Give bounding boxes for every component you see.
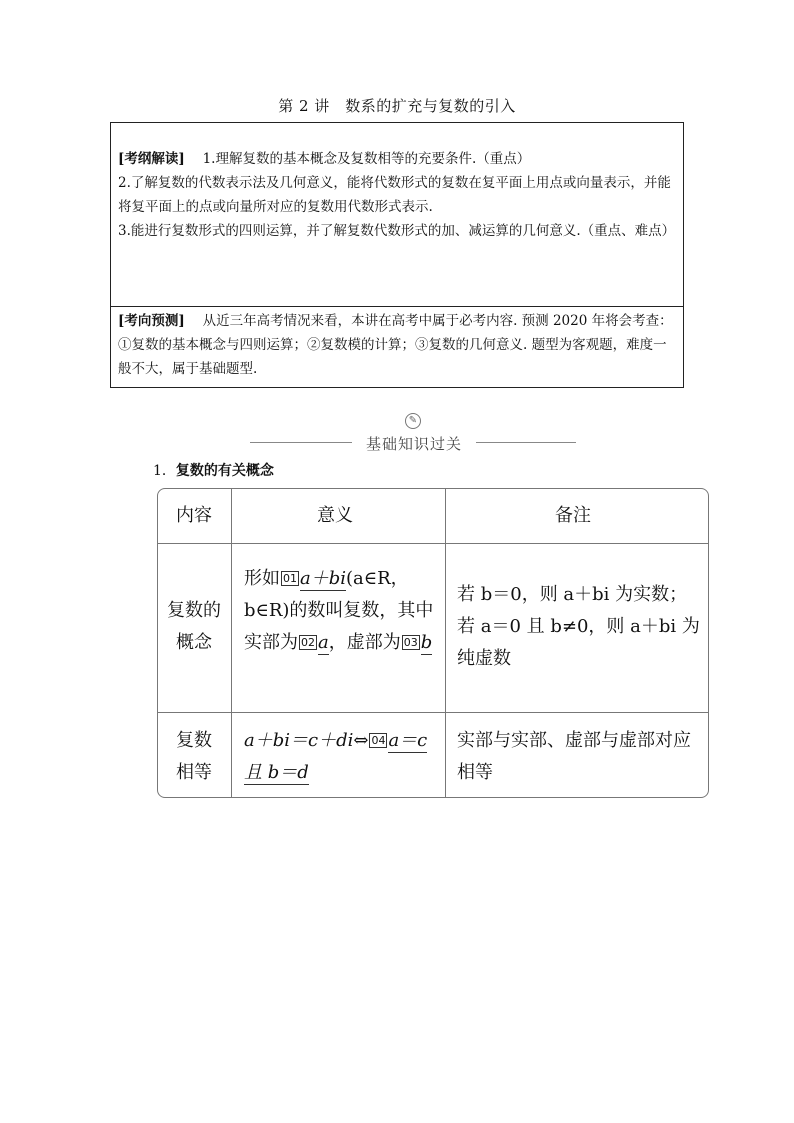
outline-line-1 bbox=[118, 147, 676, 171]
table-row-1-note: 若 b＝0，则 a＋bi 为实数；若 a＝0 且 b≠0，则 a＋bi 为纯虚数 bbox=[457, 584, 700, 669]
table-row-2-meaning: a＋bi＝c＋di⇔ 04 a＝c 且 b＝d bbox=[244, 730, 428, 783]
section-banner bbox=[250, 410, 576, 453]
outline-item-3: 3.能进行复数形式的四则运算，并了解复数代数形式的加、减运算的几何意义.（重点、难点） bbox=[118, 223, 676, 239]
answer-blank: a bbox=[318, 632, 329, 653]
table-rule bbox=[157, 712, 709, 713]
header-note: 备注 bbox=[555, 505, 591, 526]
section-heading bbox=[153, 460, 274, 480]
outline-item-2: 2.了解复数的代数表示法及几何意义，能将代数形式的复数在复平面上用点或向量表示，并能将复平面上的点或向量所对应的复数用代数形式表示. bbox=[118, 175, 671, 215]
table-row-2-note: 实部与实部、虚部与虚部对应相等 bbox=[457, 730, 691, 783]
answer-blank: a＝c 且 b＝d bbox=[244, 730, 428, 783]
banner-label: 基础知识过关 bbox=[365, 435, 462, 453]
page-title: 第 2 讲 数系的扩充与复数的引入 bbox=[278, 97, 516, 115]
table-row-1-name: 复数的 概念 bbox=[167, 600, 221, 653]
table-row-2-name: 复数 相等 bbox=[176, 730, 212, 783]
table-rule bbox=[157, 543, 709, 544]
blank-number: 03 bbox=[403, 636, 418, 649]
outline-tag: [考纲解读] bbox=[118, 151, 185, 167]
blank-number: 04 bbox=[371, 734, 386, 747]
banner-rule-left bbox=[250, 442, 352, 443]
forecast-text: 从近三年高考情况来看，本讲在高考中属于必考内容. 预测 2020 年将会考查：①复数的基本概念与四则运算；②复数模的计算；③复数的几何意义. 题型为客观题，难度一般不大，属于基础题型. bbox=[118, 313, 673, 377]
box-divider bbox=[111, 306, 683, 307]
table-row-1-meaning: 形如 01 a＋bi(a∈R，b∈R)的数叫复数，其中实部为 02 a，虚部为 03 b bbox=[244, 568, 434, 653]
answer-blank: b bbox=[420, 632, 433, 653]
blank-number: 02 bbox=[301, 636, 315, 649]
section-number: 1． bbox=[153, 463, 176, 479]
forecast-section bbox=[118, 309, 676, 381]
concept-table bbox=[157, 488, 709, 800]
blank-number: 01 bbox=[283, 572, 297, 585]
forecast-tag: [考向预测] bbox=[118, 313, 185, 329]
quill-circle-icon: ✎ bbox=[405, 413, 421, 429]
outline-item-1: 1.理解复数的基本概念及复数相等的充要条件.（重点） bbox=[202, 151, 531, 167]
header-content: 内容 bbox=[176, 505, 212, 526]
outline-section bbox=[118, 147, 676, 243]
answer-blank: a＋bi bbox=[300, 568, 347, 589]
banner-rule-right bbox=[476, 442, 576, 443]
section-title: 复数的有关概念 bbox=[175, 463, 274, 479]
exam-info-box bbox=[110, 122, 684, 388]
header-meaning: 意义 bbox=[317, 505, 353, 526]
